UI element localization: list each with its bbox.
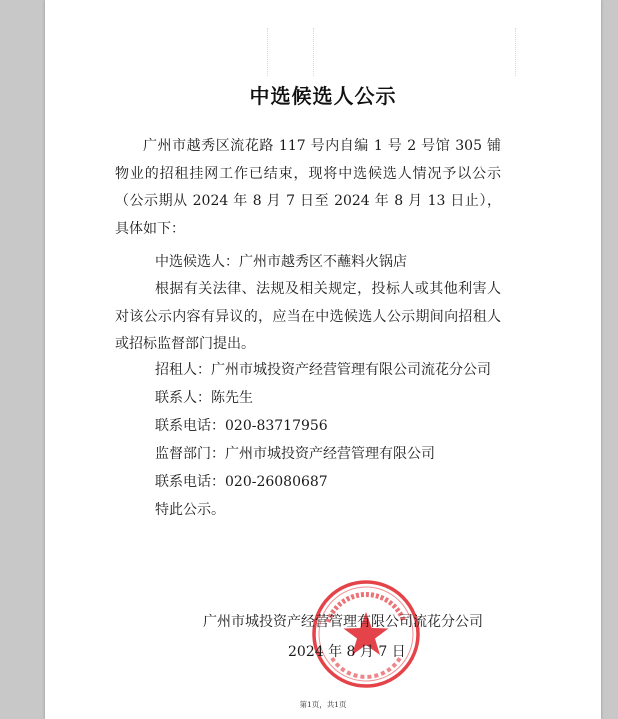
candidate-line: 中选候选人：广州市越秀区不蘸料火锅店 bbox=[155, 254, 407, 270]
signature-company: 广州市城投资产经营管理有限公司流花分公司 bbox=[203, 614, 483, 630]
signature-date: 2024 年 8 月 7 日 bbox=[288, 644, 406, 660]
watermark-mark bbox=[313, 28, 320, 76]
watermark-mark bbox=[515, 28, 522, 76]
lessor-line: 招租人：广州市城投资产经营管理有限公司流花分公司 bbox=[155, 362, 491, 378]
closing-remark: 特此公示。 bbox=[155, 502, 225, 518]
official-seal-stamp bbox=[310, 578, 422, 690]
phone-line: 联系电话：020-83717956 bbox=[155, 418, 328, 434]
supervisor-line: 监督部门：广州市城投资产经营管理有限公司 bbox=[155, 446, 435, 462]
document-title: 中选候选人公示 bbox=[249, 84, 397, 108]
watermark-mark bbox=[267, 28, 274, 76]
phone-line: 联系电话：020-26080687 bbox=[155, 474, 328, 490]
objection-paragraph: 根据有关法律、法规及相关规定，投标人或其他利害人对该公示内容有异议的，应当在中选候选人公示期间向招租人或招标监督部门提出。 bbox=[115, 281, 501, 352]
page-footer: 第1页，共1页 bbox=[299, 700, 347, 709]
document-page bbox=[45, 0, 601, 719]
intro-paragraph: 广州市越秀区流花路 117 号内自编 1 号 2 号馆 305 铺物业的招租挂网工作已结束，现将中选候选人情况予以公示（公示期从 2024 年 8 月 7 日至 2024 年 8 月 13 日止），具体如下： bbox=[115, 138, 501, 237]
contact-line: 联系人：陈先生 bbox=[155, 390, 253, 406]
